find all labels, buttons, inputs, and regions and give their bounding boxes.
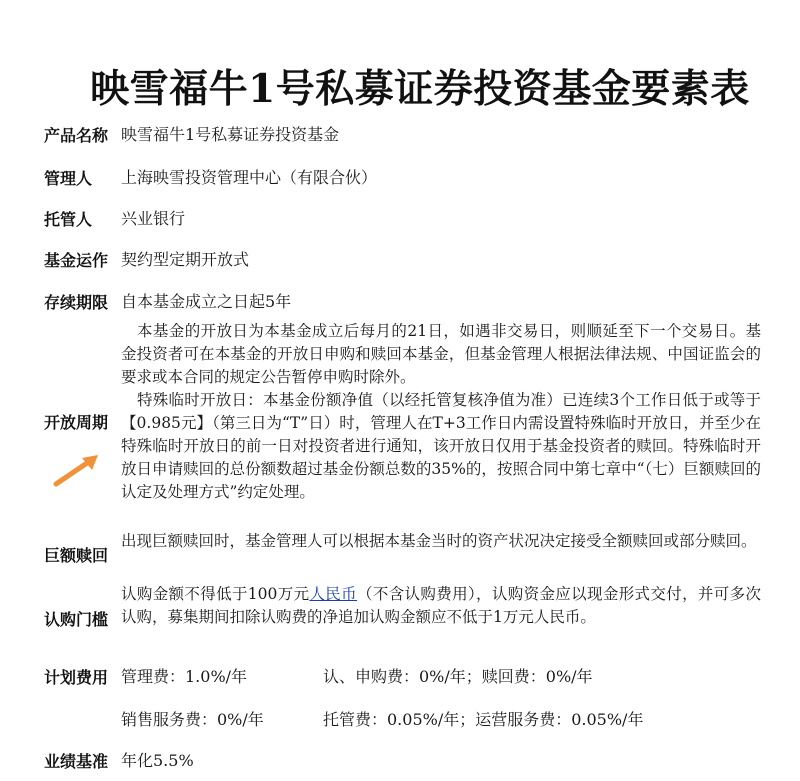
benchmark-label: 业绩基准 [44,752,109,771]
subscribe-redeem-fee: 认、申购费：0%/年；赎回费：0%/年 [323,667,593,686]
product-name-value: 映雪福牛1号私募证券投资基金 [121,125,340,144]
custody-operation-fee: 托管费：0.05%/年；运营服务费：0.05%/年 [323,710,644,729]
large-redemption-text: 出现巨额赎回时，基金管理人可以根据本基金当时的资产状况决定接受全额赎回或部分赎回。 [121,532,757,550]
duration-label: 存续期限 [44,293,109,312]
subscription-label: 认购门槛 [44,610,109,629]
subscription-text-pre: 认购金额不得低于100万元 [121,585,310,603]
arrow-icon [52,452,102,488]
open-day-paragraph: 本基金的开放日为本基金成立后每月的21日，如遇非交易日，则顺延至下一个交易日。基金投资者可在本基金的开放日申购和赎回本基金，但基金管理人根据法律法规、中国证监会的要求或本合同的规定公告暂停申购时除外。 [121,322,761,386]
manager-label: 管理人 [44,169,93,188]
duration-value: 自本基金成立之日起5年 [121,292,292,311]
manager-value: 上海映雪投资管理中心（有限合伙） [121,168,378,187]
product-name-label: 产品名称 [44,126,109,145]
operation-value: 契约型定期开放式 [121,250,250,269]
custodian-value: 兴业银行 [121,209,186,228]
open-period-content [121,320,761,504]
sales-service-fee: 销售服务费：0%/年 [121,710,264,729]
subscription-value [121,583,761,629]
operation-label: 基金运作 [44,251,109,270]
benchmark-value: 年化5.5% [121,751,194,770]
large-redemption-value [121,530,761,553]
custodian-label: 托管人 [44,210,93,229]
large-redemption-label: 巨额赎回 [44,546,109,565]
fees-label: 计划费用 [44,668,109,687]
page-title: 映雪福牛1号私募证券投资基金要素表 [90,66,750,112]
management-fee: 管理费：1.0%/年 [121,667,248,686]
open-period-label: 开放周期 [44,413,109,432]
subscription-text-post: （不含认购费用），认购资金应以现金形式交付，并可多次认购，募集期间扣除认购费的净追加认购金额应不低于1万元人民币。 [121,585,761,626]
rmb-link[interactable]: 人民币 [309,585,357,603]
special-open-day-paragraph: 特殊临时开放日：本基金份额净值（以经托管复核净值为准）已连续3个工作日低于或等于【0.985元】（第三日为“T”日）时，管理人在T+3工作日内需设置特殊临时开放日，并至少在特殊临时开放日的前一日对投资者进行通知，该开放日仅用于基金投资者的赎回。特殊临时开放日申请赎回的总份额数超过基金份额总数的35%的，按照合同中第七章中“（七）巨额赎回的认定及处理方式”约定处理。 [121,391,761,501]
